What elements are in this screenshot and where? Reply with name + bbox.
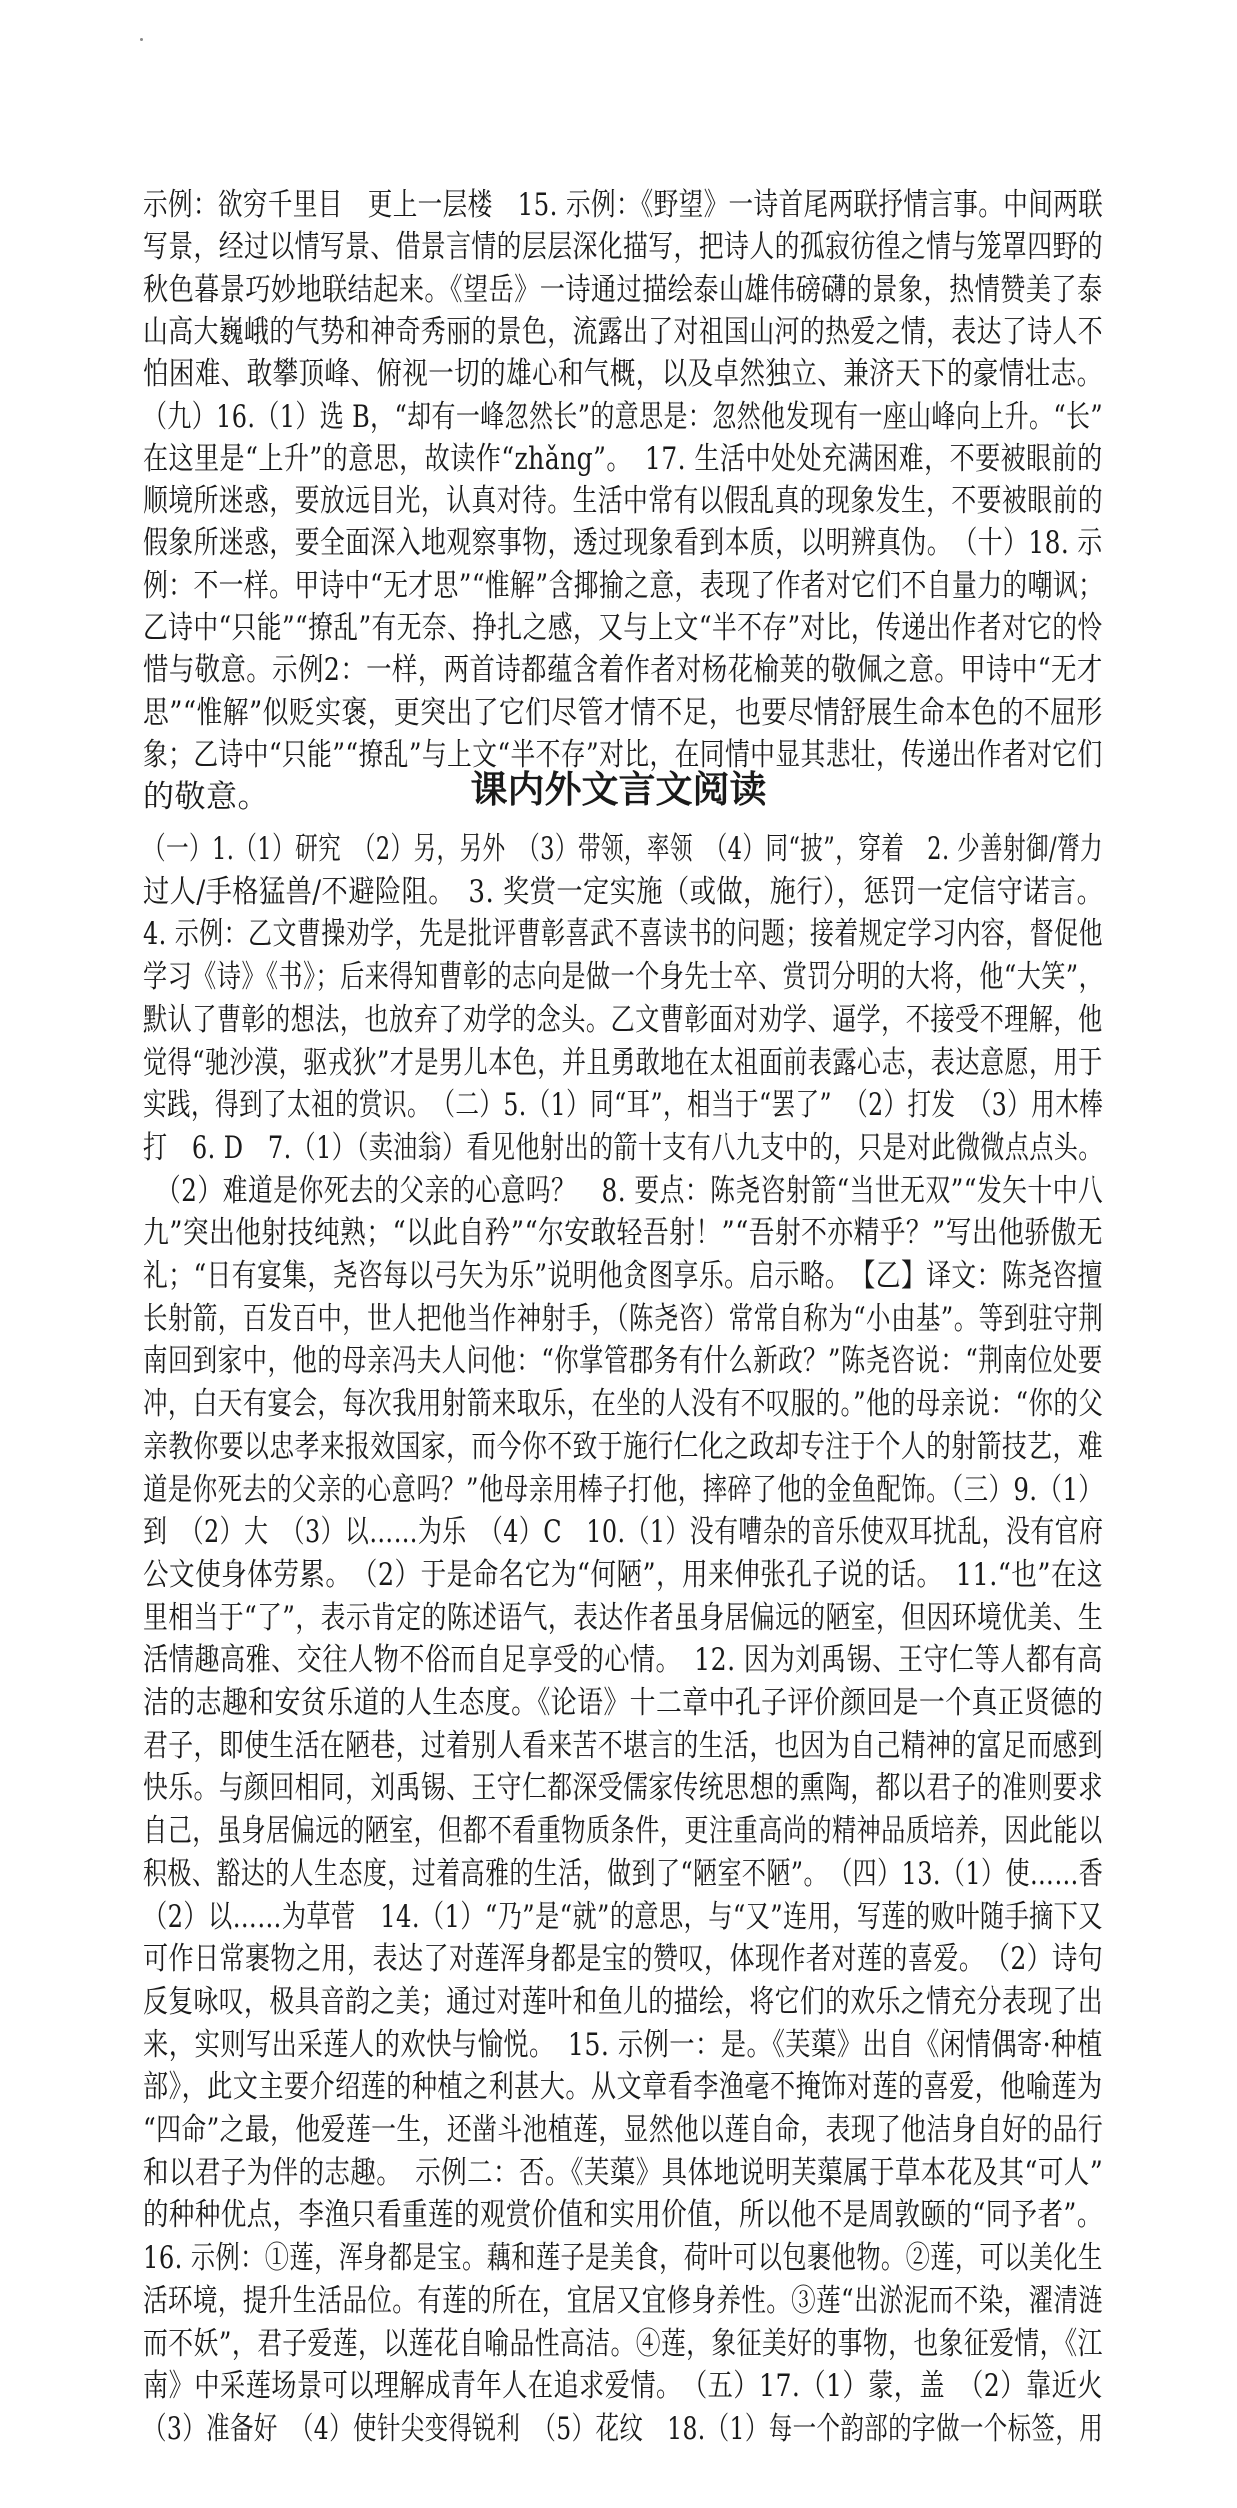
text-line: 洁的志趣和安贫乐道的人生态度。《论语》十二章中孔子评价颜回是一个真正贤德的: [143, 1685, 1103, 1721]
text-line: 觉得“驰沙漠，驱戎狄”才是男儿本色，并且勇敢地在太祖面前表露心志，表达意愿，用于: [143, 1044, 1103, 1081]
text-line: 过人/手格猛兽/不避险阻。 3. 奖赏一定实施（或做，施行），惩罚一定信守诺言。: [143, 873, 1104, 910]
text-line: （一）1.（1）研究 （2）另，另外 （3）带领，率领 （4）同“披”，穿着 2. 少善射御/膂力: [143, 831, 1104, 867]
text-line: 16. 示例：①莲，浑身都是宝。藕和莲子是美食，荷叶可以包裹他物。②莲，可以美化生: [143, 2240, 1103, 2277]
text-line: 快乐。与颜回相同，刘禹锡、王守仁都深受儒家传统思想的熏陶，都以君子的准则要求: [143, 1770, 1103, 1807]
text-line: 长射箭，百发百中，世人把他当作神射手，（陈尧咨）常常自称为“小由基”。等到驻守荆: [143, 1300, 1104, 1337]
text-line: 活情趣高雅、交往人物不俗而自足享受的心情。 12. 因为刘禹锡、王守仁等人都有高: [143, 1642, 1103, 1679]
text-line: 自己，虽身居偏远的陋室，但都不看重物质条件，更注重高尚的精神品质培养，因此能以: [143, 1813, 1103, 1850]
text-line: 道是你死去的父亲的心意吗？”他母亲用棒子打他，摔碎了他的金鱼配饰。（三）9.（1）: [143, 1471, 1104, 1508]
text-line: 打 6. D 7.（1）（卖油翁）看见他射出的箭十支有八九支中的，只是对此微微点点头。: [143, 1129, 1103, 1166]
text-line: 写景，经过以情写景、借景言情的层层深化描写，把诗人的孤寂彷徨之情与笼罩四野的: [143, 229, 1103, 266]
text-line: 例：不一样。甲诗中“无才思”“惟解”含揶揄之意，表现了作者对它们不自量力的嘲讽；: [143, 567, 1104, 604]
text-line: 思”“惟解”似贬实褒，更突出了它们尽管才情不足，也要尽情舒展生命本色的不屈形: [143, 694, 1103, 731]
text-line: 乙诗中“只能”“撩乱”有无奈、挣扎之感，又与上文“半不存”对比，传递出作者对它的怜: [143, 610, 1103, 646]
text-line: 里相当于“了”，表示肯定的陈述语气，表达作者虽身居偏远的陋室，但因环境优美、生: [143, 1599, 1104, 1636]
text-line: 的种种优点，李渔只看重莲的观赏价值和实用价值，所以他不是周敦颐的“同予者”。: [143, 2197, 1103, 2234]
text-line: 积极、豁达的人生态度，过着高雅的生活，做到了“陋室不陋”。 （四）13.（1）使……香: [143, 1855, 1104, 1892]
section-heading: 课内外文言文阅读: [470, 768, 767, 811]
text-line: 象；乙诗中“只能”“撩乱”与上文“半不存”对比，在同情中显其悲壮，传递出作者对它们: [143, 736, 1103, 773]
text-line: 怕困难、敢攀顶峰、俯视一切的雄心和气概，以及卓然独立、兼济天下的豪情壮志。: [143, 356, 1103, 393]
text-line: （2）难道是你死去的父亲的心意吗？ 8. 要点：陈尧咨射箭“当世无双”“发矢十中八: [143, 1172, 1104, 1209]
text-line: 活环境，提升生活品位。有莲的所在，宜居又宜修身养性。③莲“出淤泥而不染，濯清涟: [143, 2282, 1104, 2319]
text-line: 公文使身体劳累。 （2）于是命名它为“何陋”，用来伸张孔子说的话。 11.“也”在这: [143, 1556, 1103, 1593]
text-line: 来，实则写出采莲人的欢快与愉悦。 15. 示例一：是。《芙蕖》出自《闲情偶寄·种植: [143, 2026, 1103, 2063]
text-line: 的敬意。: [143, 779, 269, 816]
text-line: 反复咏叹，极具音韵之美；通过对莲叶和鱼儿的描绘，将它们的欢乐之情充分表现了出: [143, 1983, 1103, 2020]
text-line: 惜与敬意。示例2：一样，两首诗都蕴含着作者对杨花榆荚的敬佩之意。甲诗中“无才: [143, 652, 1103, 689]
text-line: （2）以……为草菅 14.（1）“乃”是“就”的意思，与“又”连用，写莲的败叶随手摘下又: [143, 1898, 1103, 1935]
text-line: 假象所迷惑，要全面深入地观察事物，透过现象看到本质，以明辨真伪。 （十）18. 示: [143, 525, 1103, 562]
text-line: 和以君子为伴的志趣。 示例二：否。《芙蕖》具体地说明芙蕖属于草本花及其“可人”: [143, 2154, 1104, 2191]
text-line: 冲，白天有宴会，每次我用射箭来取乐，在坐的人没有不叹服的。”他的母亲说：“你的父: [143, 1386, 1104, 1423]
text-line: 实践，得到了太祖的赏识。 （二）5.（1）同“耳”，相当于“罢了” （2）打发 （3）用木棒: [143, 1087, 1104, 1124]
text-line: “四命”之最，他爱莲一生，还凿斗池植莲，显然他以莲自命，表现了他洁身自好的品行: [143, 2112, 1104, 2148]
text-line: 学习《诗》《书》；后来得知曹彰的志向是做一个身先士卒、赏罚分明的大将，他“大笑”，: [143, 959, 1104, 996]
corner-mark: [140, 38, 143, 41]
text-line: 南》中采莲场景可以理解成青年人在追求爱情。 （五）17.（1）蒙，盖 （2）靠近火: [143, 2368, 1103, 2405]
text-line: 顺境所迷惑，要放远目光，认真对待。生活中常有以假乱真的现象发生，不要被眼前的: [143, 483, 1103, 520]
text-line: 南回到家中，他的母亲冯夫人问他：“你掌管郡务有什么新政？”陈尧咨说：“荆南位处要: [143, 1343, 1103, 1380]
text-line: （九）16.（1）选 B，“却有一峰忽然长”的意思是：忽然他发现有一座山峰向上升。“长”: [143, 398, 1104, 435]
text-line: 示例：欲穷千里目 更上一层楼 15. 示例：《野望》一诗首尾两联抒情言事。中间两联: [143, 187, 1104, 223]
text-line: 到 （2）大 （3）以……为乐 （4）C 10.（1）没有嘈杂的音乐使双耳扰乱，没有官府: [143, 1514, 1104, 1551]
text-line: 秋色暮景巧妙地联结起来。《望岳》一诗通过描绘泰山雄伟磅礴的景象，热情赞美了泰: [143, 271, 1103, 308]
text-line: 九”突出他射技纯熟；“以此自矜”“尔安敢轻吾射！”“吾射不亦精乎？”写出他骄傲无: [143, 1215, 1103, 1252]
text-line: 默认了曹彰的想法，也放弃了劝学的念头。乙文曹彰面对劝学、逼学，不接受不理解，他: [143, 1001, 1103, 1038]
text-line: 可作日常裹物之用，表达了对莲浑身都是宝的赞叹，体现作者对莲的喜爱。 （2）诗句: [143, 1941, 1104, 1978]
text-line: 山高大巍峨的气势和神奇秀丽的景色，流露出了对祖国山河的热爱之情，表达了诗人不: [143, 313, 1103, 350]
text-line: 4. 示例：乙文曹操劝学，先是批评曹彰喜武不喜读书的问题；接着规定学习内容，督促他: [143, 916, 1103, 953]
text-line: 部》，此文主要介绍莲的种植之利甚大。从文章看李渔毫不掩饰对莲的喜爱，他喻莲为: [143, 2069, 1103, 2106]
text-line: （3）准备好 （4）使针尖变得锐利 （5）花纹 18.（1）每一个韵部的字做一个标签，用: [143, 2410, 1104, 2447]
text-line: 礼；“日有宴集，尧咨每以弓矢为乐”说明他贪图享乐。启示略。 【乙】译文：陈尧咨擅: [143, 1258, 1103, 1294]
text-line: 而不妖”，君子爱莲，以莲花自喻品性高洁。④莲，象征美好的事物，也象征爱情，《江: [143, 2325, 1103, 2362]
text-line: 在这里是“上升”的意思，故读作“zhǎng”。 17. 生活中处处充满困难，不要被眼前的: [143, 440, 1103, 477]
text-line: 亲教你要以忠孝来报效国家，而今你不致于施行仁化之政却专注于个人的射箭技艺，难: [143, 1428, 1103, 1465]
text-line: 君子，即使生活在陋巷，过着别人看来苦不堪言的生活，也因为自己精神的富足而感到: [143, 1727, 1103, 1764]
